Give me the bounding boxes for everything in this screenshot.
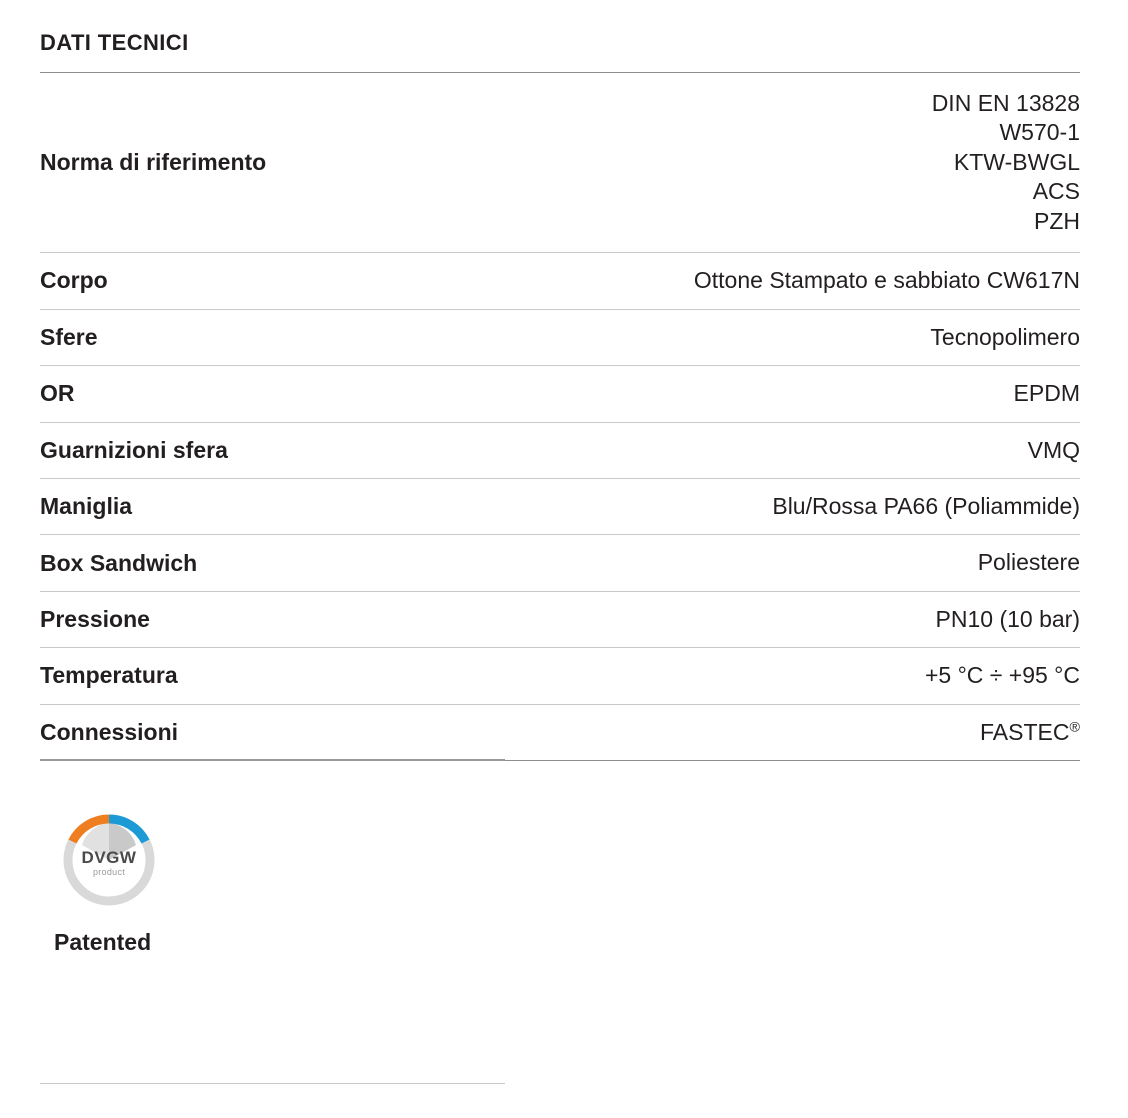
footer bbox=[0, 805, 1128, 956]
spec-label: Box Sandwich bbox=[40, 549, 198, 576]
spec-value: PN10 (10 bar) bbox=[935, 605, 1080, 632]
table-row bbox=[40, 73, 1080, 253]
table-bottom-divider bbox=[40, 760, 1080, 761]
table-row bbox=[40, 535, 1080, 591]
specifications-table bbox=[40, 72, 1080, 760]
registered-trademark-mark: ® bbox=[1069, 719, 1080, 736]
patented-label: Patented bbox=[54, 929, 152, 956]
dvgw-icon-main-text: DVGW bbox=[81, 848, 137, 868]
spec-value-line: W570-1 bbox=[999, 119, 1080, 146]
spec-value-line: PZH bbox=[1034, 207, 1080, 234]
specifications-table-body bbox=[40, 73, 1080, 761]
spec-label: Maniglia bbox=[40, 493, 133, 520]
spec-label: Norma di riferimento bbox=[40, 149, 267, 176]
spec-value-line: KTW-BWGL bbox=[953, 148, 1080, 175]
table-row bbox=[40, 591, 1080, 647]
table-row bbox=[40, 366, 1080, 422]
table-row bbox=[40, 478, 1080, 534]
spec-value: +5 °C ÷ +95 °C bbox=[924, 662, 1080, 689]
table-row bbox=[40, 648, 1080, 704]
spec-label: Connessioni bbox=[40, 718, 179, 745]
spec-label: Sfere bbox=[40, 323, 98, 350]
dvgw-certification-icon bbox=[54, 805, 164, 915]
table-row bbox=[40, 422, 1080, 478]
footer-divider bbox=[40, 1083, 505, 1084]
spec-value-list bbox=[518, 89, 1080, 236]
dvgw-icon-sub-text: product bbox=[92, 867, 126, 878]
table-row bbox=[40, 253, 1080, 309]
spec-value: Blu/Rossa PA66 (Poliammide) bbox=[772, 492, 1080, 519]
table-row bbox=[40, 309, 1080, 365]
spec-label: OR bbox=[40, 380, 75, 407]
spec-value bbox=[518, 73, 1080, 253]
spec-value: EPDM bbox=[1013, 380, 1080, 407]
spec-value: Ottone Stampato e sabbiato CW617N bbox=[693, 267, 1080, 294]
spec-label: Guarnizioni sfera bbox=[40, 436, 228, 463]
spec-label: Pressione bbox=[40, 606, 150, 633]
spec-value: Tecnopolimero bbox=[930, 323, 1080, 350]
spec-value-line: DIN EN 13828 bbox=[931, 90, 1080, 116]
spec-value: VMQ bbox=[1027, 436, 1080, 463]
table-row bbox=[40, 704, 1080, 760]
spec-value bbox=[518, 704, 1080, 760]
page-title: DATI TECNICI bbox=[40, 30, 189, 55]
spec-label: Corpo bbox=[40, 267, 108, 294]
spec-value-text: FASTEC bbox=[980, 718, 1070, 745]
spec-value: Poliestere bbox=[977, 549, 1080, 576]
spec-label: Temperatura bbox=[40, 662, 178, 689]
spec-value-line: ACS bbox=[1032, 178, 1080, 205]
